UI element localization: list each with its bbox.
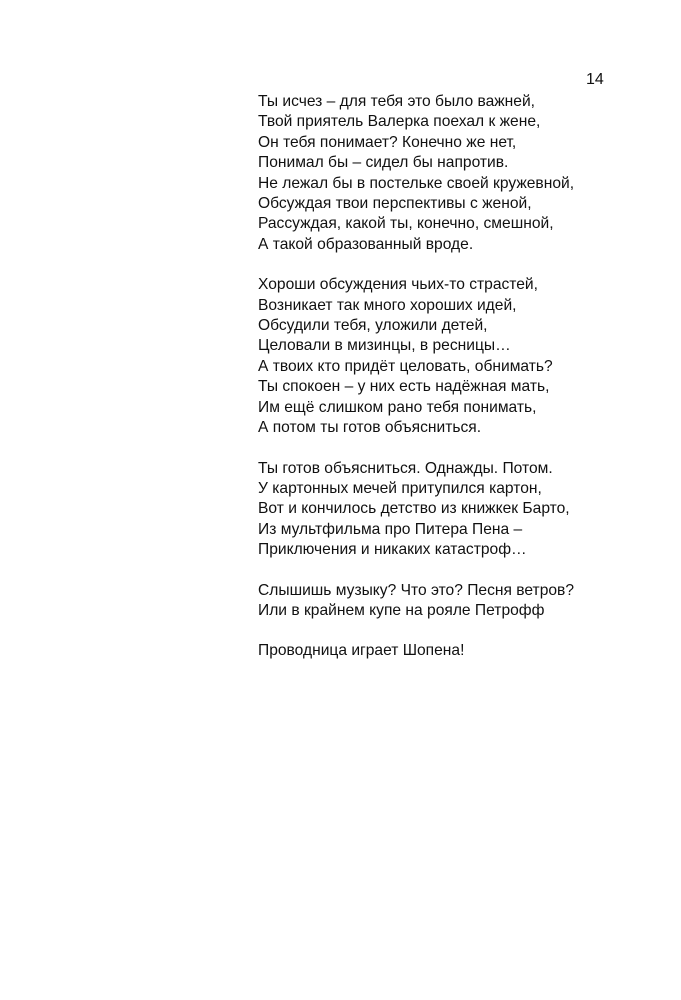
- poem-line: Возникает так много хороших идей,: [258, 296, 517, 314]
- poem-line: Из мультфильма про Питера Пена –: [258, 520, 523, 538]
- poem-line: Ты исчез – для тебя это было важней,: [258, 93, 536, 110]
- poem-line: Целовали в мизинцы, в ресницы…: [258, 337, 511, 355]
- poem-line: Твой приятель Валерка поехал к жене,: [258, 113, 541, 131]
- poem-line: Рассуждая, какой ты, конечно, смешной,: [258, 215, 554, 233]
- poem-line: Приключения и никаких катастроф…: [258, 541, 527, 559]
- poem-line: А потом ты готов объясниться.: [258, 419, 482, 437]
- poem-line: А такой образованный вроде.: [258, 235, 474, 253]
- page-number: 14: [586, 71, 604, 88]
- poem-line: У картонных мечей притупился картон,: [258, 479, 542, 497]
- poem-line: Он тебя понимает? Конечно же нет,: [258, 133, 517, 151]
- stanza-5: [258, 641, 658, 661]
- poem-line: Вот и кончилось детство из книжкек Барто,: [258, 500, 570, 518]
- poem-line: Обсуждая твои перспективы с женой,: [258, 195, 532, 213]
- poem-line: Слышишь музыку? Что это? Песня ветров?: [258, 581, 575, 599]
- stanza-2: [258, 275, 658, 438]
- poem-line: Проводница играет Шопена!: [258, 642, 465, 660]
- poem-line: Им ещё слишком рано тебя понимать,: [258, 398, 537, 416]
- poem-line: Или в крайнем купе на рояле Петрофф: [258, 601, 545, 619]
- poem-line: Понимал бы – сидел бы напротив.: [258, 154, 509, 172]
- poem-line: Обсудили тебя, уложили детей,: [258, 317, 488, 335]
- poem-line: Хороши обсуждения чьих-то страстей,: [258, 276, 538, 294]
- poem-line: Ты готов объясниться. Однажды. Потом.: [258, 459, 553, 477]
- poem-line: Не лежал бы в постельке своей кружевной,: [258, 174, 575, 192]
- stanza-4: [258, 581, 658, 622]
- stanza-1: [258, 92, 658, 255]
- stanza-3: [258, 459, 658, 561]
- poem-line: А твоих кто придёт целовать, обнимать?: [258, 357, 553, 375]
- poem-text: [258, 92, 658, 682]
- poem-line: Ты спокоен – у них есть надёжная мать,: [258, 378, 550, 396]
